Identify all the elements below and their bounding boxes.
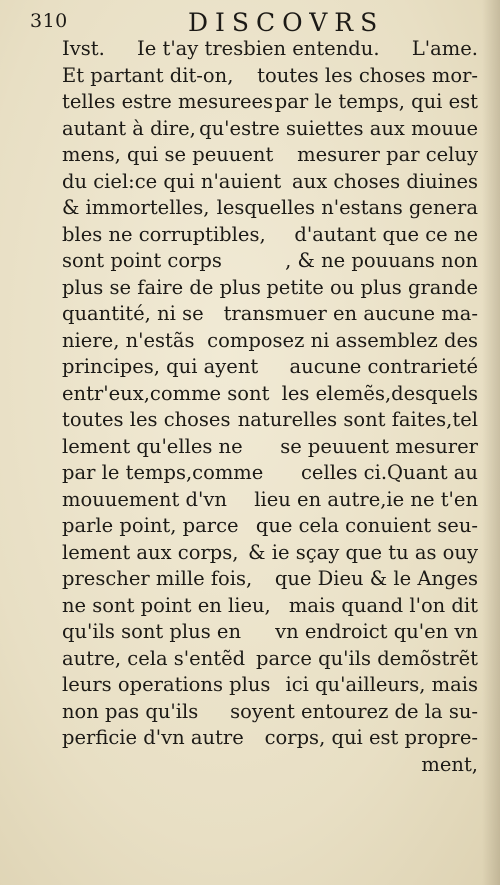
text-line xyxy=(62,36,478,63)
text-segment: composez ni assemblez des xyxy=(207,328,478,352)
text-segment: & immortelles, xyxy=(62,196,210,219)
text-segment: les elemẽs,desquels xyxy=(281,381,478,405)
text-line xyxy=(62,725,478,752)
text-segment: Ivst. xyxy=(62,37,105,60)
text-line xyxy=(62,195,478,222)
text-segment: prescher mille fois, xyxy=(62,567,253,590)
text-segment: soyent entourez de la su- xyxy=(230,699,478,723)
text-line xyxy=(62,619,478,646)
running-title: DISCOVRS xyxy=(188,8,385,37)
text-segment: leurs operations plus xyxy=(62,673,271,696)
text-segment: non pas qu'ils xyxy=(62,699,199,723)
text-segment: lement aux corps, xyxy=(62,540,239,564)
text-line xyxy=(62,752,478,779)
text-segment: entr'eux,comme sont xyxy=(62,381,270,405)
text-line xyxy=(62,248,478,275)
text-line xyxy=(62,301,478,328)
text-segment: que cela conuient seu- xyxy=(255,514,478,537)
text-segment: naturelles sont faites,tel xyxy=(237,408,478,431)
text-line xyxy=(62,407,478,434)
text-segment: d'autant que ce ne xyxy=(294,222,478,246)
text-segment: se peuuent mesurer xyxy=(280,434,478,458)
text-segment: quantité, ni se xyxy=(62,302,204,325)
text-line xyxy=(62,646,478,673)
text-segment: qu'ils sont plus en xyxy=(62,620,242,643)
text-line xyxy=(62,672,478,699)
text-segment: Ie t'ay tresbien entendu. xyxy=(137,37,380,60)
text-line xyxy=(62,513,478,540)
text-segment: corps, qui est propre- xyxy=(264,726,478,749)
text-line xyxy=(62,222,478,249)
text-segment: sont point corps xyxy=(62,249,222,272)
text-segment: telles estre mesurees xyxy=(62,90,274,113)
text-segment: que Dieu & le Anges xyxy=(274,567,478,590)
text-segment: ne sont point en lieu, xyxy=(62,593,271,617)
text-segment: ici qu'ailleurs, mais xyxy=(285,673,478,696)
text-segment: toutes les choses mor- xyxy=(257,63,478,87)
body-text xyxy=(62,36,478,778)
text-segment: lieu en autre,ie ne t'en xyxy=(254,487,478,511)
text-line xyxy=(62,328,478,355)
text-segment: lesquelles n'estans genera xyxy=(216,196,478,219)
text-line xyxy=(62,381,478,408)
text-line xyxy=(62,487,478,514)
text-segment: aux choses diuines xyxy=(292,169,478,193)
text-segment: toutes les choses xyxy=(62,408,231,431)
text-line xyxy=(62,434,478,461)
text-segment: mouuement d'vn xyxy=(62,487,227,511)
text-segment: du ciel:ce qui n'auient xyxy=(62,169,282,193)
text-segment: L'ame. xyxy=(411,37,478,60)
text-segment: petite ou plus grande xyxy=(266,275,478,299)
gutter-shadow xyxy=(482,0,500,885)
text-line xyxy=(62,116,478,143)
text-line xyxy=(62,566,478,593)
text-line xyxy=(62,593,478,620)
text-line xyxy=(62,460,478,487)
text-segment: autant à dire, xyxy=(62,116,196,140)
text-segment: perficie d'vn autre xyxy=(62,726,244,749)
text-segment: bles ne corruptibles, xyxy=(62,222,266,246)
text-line xyxy=(62,354,478,381)
text-line xyxy=(62,540,478,567)
text-line xyxy=(62,142,478,169)
text-segment: mens, qui se peuuent xyxy=(62,143,274,166)
text-line xyxy=(62,275,478,302)
text-segment: qu'estre suiettes aux mouue xyxy=(199,116,478,140)
page-number: 310 xyxy=(30,10,68,32)
text-segment: par le temps, qui est xyxy=(274,90,478,113)
text-segment: aucune contrarieté xyxy=(289,355,478,378)
text-segment: principes, qui ayent xyxy=(62,355,259,378)
text-segment: , & ne pouuans non xyxy=(285,249,478,272)
text-segment: plus se faire de plus xyxy=(62,275,261,299)
text-line xyxy=(62,699,478,726)
text-segment: celles ci.Quant au xyxy=(301,461,478,484)
text-segment: mais quand l'on dit xyxy=(288,593,478,617)
text-segment: parce qu'ils demõstrẽt xyxy=(256,646,478,670)
text-line xyxy=(62,63,478,90)
text-segment: mesurer par celuy xyxy=(297,143,478,166)
text-line xyxy=(62,89,478,116)
text-line xyxy=(62,169,478,196)
text-segment: parle point, parce xyxy=(62,514,239,537)
text-segment: par le temps,comme xyxy=(62,461,264,484)
text-segment: transmuer en aucune ma- xyxy=(223,302,478,325)
text-segment: & ie sçay que tu as ouy xyxy=(248,540,478,564)
text-segment: Et partant dit-on, xyxy=(62,63,234,87)
text-segment: ment, xyxy=(421,752,478,776)
text-segment: niere, n'estãs xyxy=(62,328,195,352)
text-segment: autre, cela s'entẽd xyxy=(62,646,246,670)
text-segment: vn endroict qu'en vn xyxy=(275,620,478,643)
text-segment: lement qu'elles ne xyxy=(62,434,243,458)
